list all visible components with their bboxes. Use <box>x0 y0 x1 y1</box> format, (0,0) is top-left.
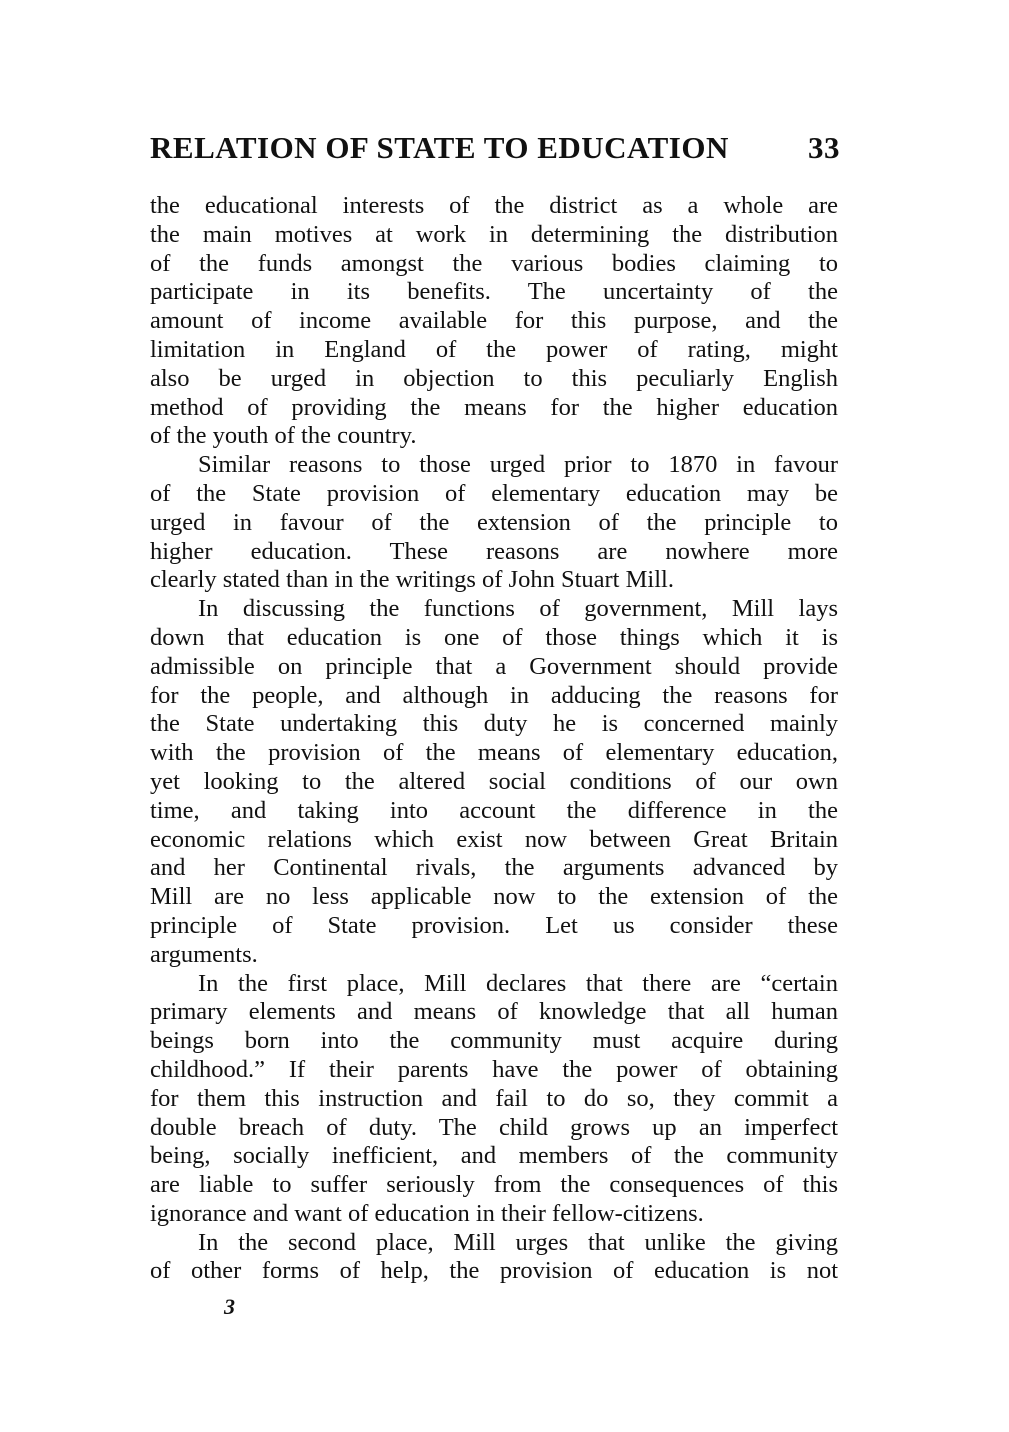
text-line: are liable to suffer seriously from the consequences of this <box>150 1171 838 1199</box>
text-line: also be urged in objection to this peculiarly English <box>150 364 838 392</box>
text-line: childhood.” If their parents have the power of obtaining <box>150 1055 838 1083</box>
body-text <box>150 192 838 1286</box>
text-line: primary elements and means of knowledge that all human <box>150 998 838 1026</box>
text-line: In discussing the functions of government, Mill lays <box>198 595 838 623</box>
text-line: In the first place, Mill declares that there are “certain <box>198 969 838 997</box>
text-line: down that education is one of those things which it is <box>150 623 838 651</box>
text-line: beings born into the community must acquire during <box>150 1027 838 1055</box>
text-line: yet looking to the altered social conditions of our own <box>150 767 838 795</box>
text-line: of the funds amongst the various bodies claiming to <box>150 249 838 277</box>
text-line: amount of income available for this purpose, and the <box>150 307 838 335</box>
text-line: admissible on principle that a Government should provide <box>150 652 838 680</box>
text-line: and her Continental rivals, the arguments advanced by <box>150 854 838 882</box>
text-line: higher education. These reasons are nowhere more <box>150 537 838 565</box>
text-line: participate in its benefits. The uncertainty of the <box>150 278 838 306</box>
text-line: for them this instruction and fail to do so, they commit a <box>150 1084 838 1112</box>
text-line: Mill are no less applicable now to the extension of the <box>150 883 838 911</box>
text-line: limitation in England of the power of rating, might <box>150 335 838 363</box>
text-line: principle of State provision. Let us consider these <box>150 911 838 939</box>
page-number: 33 <box>808 130 840 165</box>
text-line: Similar reasons to those urged prior to 1870 in favour <box>198 451 838 479</box>
text-line: method of providing the means for the higher education <box>150 393 838 421</box>
text-line: double breach of duty. The child grows up an imperfect <box>150 1113 838 1141</box>
text-line: being, socially inefficient, and members of the community <box>150 1142 838 1170</box>
text-line: the educational interests of the district as a whole are <box>150 192 838 219</box>
chapter-title: RELATION OF STATE TO EDUCATION <box>150 130 729 165</box>
text-line: economic relations which exist now between Great Britain <box>150 825 838 853</box>
text-line: In the second place, Mill urges that unlike the giving <box>198 1228 838 1256</box>
text-line: the State undertaking this duty he is concerned mainly <box>150 710 838 738</box>
text-line: urged in favour of the extension of the principle to <box>150 508 838 536</box>
text-line: the main motives at work in determining the distribution <box>150 220 838 248</box>
text-line: clearly stated than in the writings of John Stuart Mill. <box>150 566 674 594</box>
text-line: for the people, and although in adducing the reasons for <box>150 681 838 709</box>
text-line: of other forms of help, the provision of education is not <box>150 1257 838 1285</box>
signature-mark: 3 <box>224 1294 235 1319</box>
running-head <box>150 130 840 170</box>
text-line: of the State provision of elementary education may be <box>150 479 838 507</box>
text-line: of the youth of the country. <box>150 422 417 450</box>
text-line: time, and taking into account the difference in the <box>150 796 838 824</box>
text-line: ignorance and want of education in their fellow-citizens. <box>150 1199 704 1227</box>
text-line: with the provision of the means of elementary education, <box>150 739 838 767</box>
text-line: arguments. <box>150 940 258 968</box>
